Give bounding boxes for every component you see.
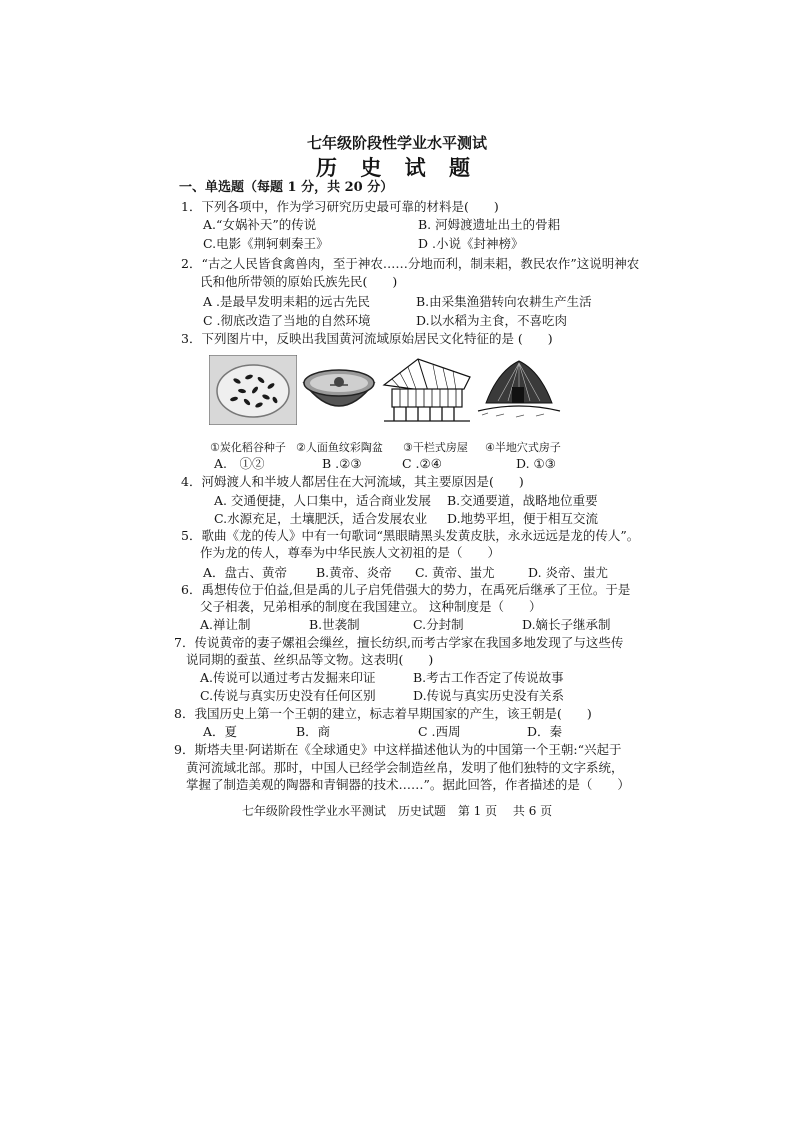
rice-seeds-image [209,355,297,425]
q6-stem-line2: 父子相袭，兄弟相承的制度在我国建立。 这种制度是（ ） [200,599,542,614]
pottery-basin-image [300,355,378,425]
q4-option-b: B.交通要道，战略地位重要 [447,493,598,508]
section-heading: 一、单选题（每题 1 分，共 20 分） [179,180,394,195]
q4-option-d: D.地势平坦，便于相互交流 [447,511,599,526]
q7-stem-line2: 说同期的蚕茧、丝织品等文物。这表明( ) [186,652,434,667]
q8-option-b: B．商 [296,724,331,739]
q8-option-d: D．秦 [527,724,563,739]
q8-option-c: C .西周 [418,724,461,739]
q3-stem: 3．下列图片中，反映出我国黄河流域原始居民文化特征的是 ( ) [181,331,553,346]
q2-stem-line2: 氏和他所带领的原始氏族先民( ) [200,274,398,289]
q6-option-d: D.嫡长子继承制 [522,617,611,632]
q3-option-a: A. ①② [214,456,265,471]
q3-option-b: B .②③ [322,456,362,471]
q2-option-d: D.以水稻为主食，不喜吃肉 [416,313,568,328]
q3-option-d: D. ①③ [516,456,556,471]
exam-title: 历 史 试 题 [316,155,478,180]
q5-option-a: A．盘古、黄帝 [203,565,288,580]
q5-option-c: C. 黄帝、蚩尤 [415,565,495,580]
q6-option-b: B.世袭制 [309,617,360,632]
page-footer: 七年级阶段性学业水平测试 历史试题 第 1 页 共 6 页 [241,804,553,818]
q9-stem-line3: 掌握了制造美观的陶器和青铜器的技术……”。据此回答，作者描述的是（ ） [186,777,630,792]
semi-pit-house-image [476,355,562,425]
q3-caption-4: ④半地穴式房子 [485,441,561,454]
q2-option-a: A .是最早发明耒耜的远古先民 [203,294,370,309]
q7-option-d: D.传说与真实历史没有关系 [413,688,565,703]
q4-option-a: A. 交通便捷，人口集中，适合商业发展 [214,493,431,508]
q2-option-b: B.由采集渔猎转向农耕生产生活 [416,294,592,309]
stilt-house-image [378,355,476,425]
q1-option-d: D .小说《封神榜》 [418,236,524,251]
q5-stem-line2: 作为龙的传人，尊奉为中华民族人文初祖的是（ ） [200,545,501,560]
q8-option-a: A．夏 [203,724,238,739]
q5-stem-line1: 5．歌曲《龙的传人》中有一句歌词“黑眼睛黑头发黄皮肤，永永远远是龙的传人”。 [181,528,640,543]
q9-stem-line1: 9．斯塔夫里·阿诺斯在《全球通史》中这样描述他认为的中国第一个王朝:“兴起于 [174,742,622,757]
exam-subtitle: 七年级阶段性学业水平测试 [306,134,487,152]
q9-stem-line2: 黄河流域北部。那时，中国人已经学会制造丝帛，发明了他们独特的文字系统， [186,760,624,775]
q8-stem: 8．我国历史上第一个王朝的建立，标志着早期国家的产生，该王朝是( ) [174,706,592,721]
q1-option-b: B. 河姆渡遗址出土的骨耜 [418,217,561,232]
q3-caption-3: ③干栏式房屋 [403,441,468,454]
q1-option-c: C.电影《荆轲刺秦王》 [203,236,329,251]
q1-option-a: A.“女娲补天”的传说 [203,217,317,232]
q2-stem-line1: 2．“古之人民皆食禽兽肉，至于神农……分地而利，制耒耜，教民农作”这说明神农 [181,256,640,271]
q6-option-a: A.禅让制 [200,617,251,632]
q5-option-b: B.黄帝、炎帝 [316,565,392,580]
q7-stem-line1: 7．传说黄帝的妻子嫘祖会缫丝，擅长纺织,而考古学家在我国多地发现了与这些传 [174,635,624,650]
q7-option-c: C.传说与真实历史没有任何区别 [200,688,376,703]
q2-option-c: C .彻底改造了当地的自然环境 [203,313,371,328]
q3-caption-2: ②人面鱼纹彩陶盆 [296,441,383,454]
q7-option-a: A.传说可以通过考古发掘来印证 [200,670,376,685]
q1-stem: 1．下列各项中，作为学习研究历史最可靠的材料是( ) [181,199,499,214]
q6-stem-line1: 6．禹想传位于伯益,但是禹的儿子启凭借强大的势力，在禹死后继承了王位。于是 [181,582,631,597]
q3-option-c: C .②④ [402,456,442,471]
q3-caption-1: ①炭化稻谷种子 [210,441,286,454]
q6-option-c: C.分封制 [413,617,464,632]
q7-option-b: B.考古工作否定了传说故事 [413,670,564,685]
q5-option-d: D. 炎帝、蚩尤 [528,565,609,580]
q4-stem: 4．河姆渡人和半坡人都居住在大河流域，其主要原因是( ) [181,474,524,489]
q4-option-c: C.水源充足，土壤肥沃，适合发展农业 [214,511,428,526]
